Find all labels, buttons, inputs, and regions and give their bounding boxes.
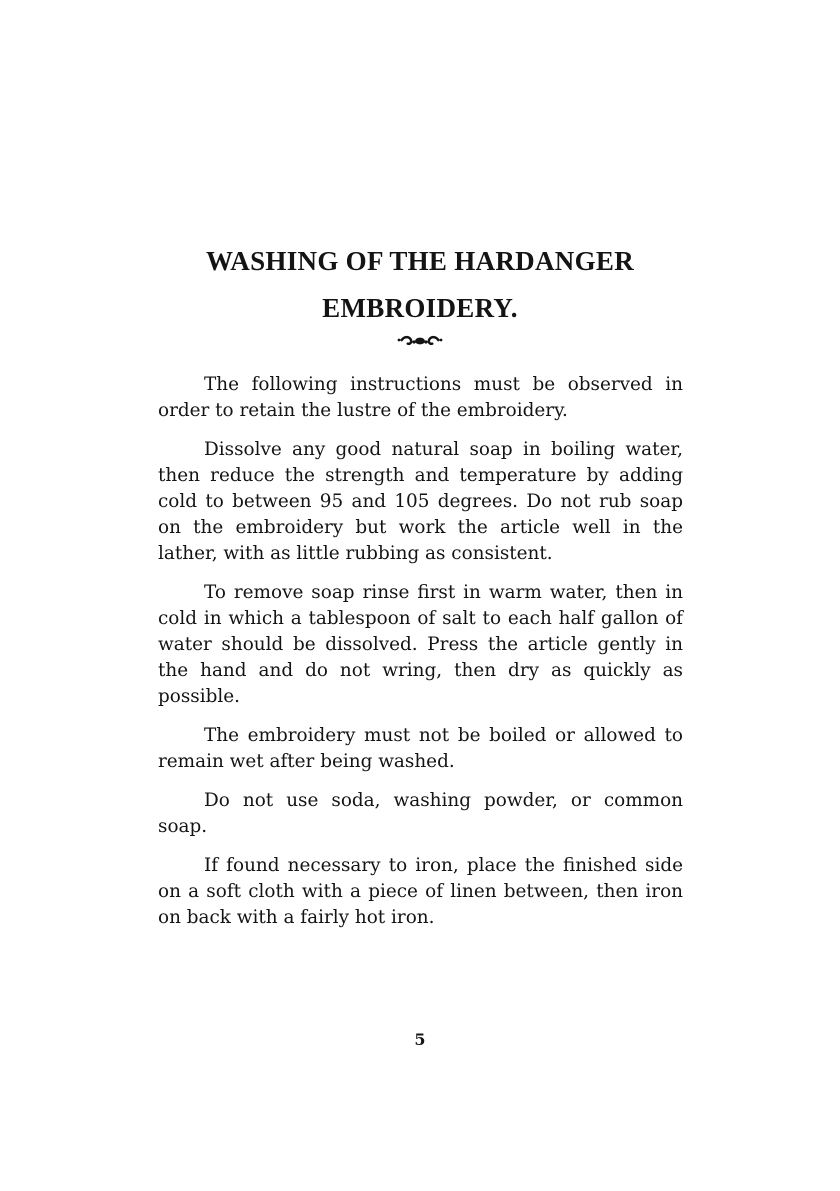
floral-divider-icon bbox=[395, 330, 445, 352]
paragraph-no-boiling: The embroidery must not be boiled or allowed to remain wet after being washed. bbox=[158, 725, 683, 772]
title-line-1: WASHING OF THE HARDANGER bbox=[205, 246, 634, 276]
title-line-2: EMBROIDERY. bbox=[322, 293, 518, 323]
paragraph-ironing: If found necessary to iron, place the finished side on a soft cloth with a piece of linen between, then iron on back with a fairly hot iron. bbox=[158, 855, 683, 928]
page-title bbox=[150, 238, 690, 332]
body-text bbox=[158, 372, 683, 944]
paragraph-intro: The following instructions must be observed in order to retain the lustre of the embroidery. bbox=[158, 374, 683, 421]
page-number: 5 bbox=[414, 1030, 426, 1049]
paragraph-remove-soap: To remove soap rinse first in warm water, then in cold in which a tablespoon of salt to each half gallon of water should be dissolved. Press the article gently in the hand and do not wring, then dry as quickly as possible. bbox=[158, 582, 683, 707]
paragraph-dissolve-soap: Dissolve any good natural soap in boiling water, then reduce the strength and temperature by adding cold to between 95 and 105 degrees. Do not rub soap on the embroidery but work the article well in the lather, with as little rubbing as consistent. bbox=[158, 439, 683, 564]
paragraph-no-soda: Do not use soda, washing powder, or common soap. bbox=[158, 790, 683, 837]
